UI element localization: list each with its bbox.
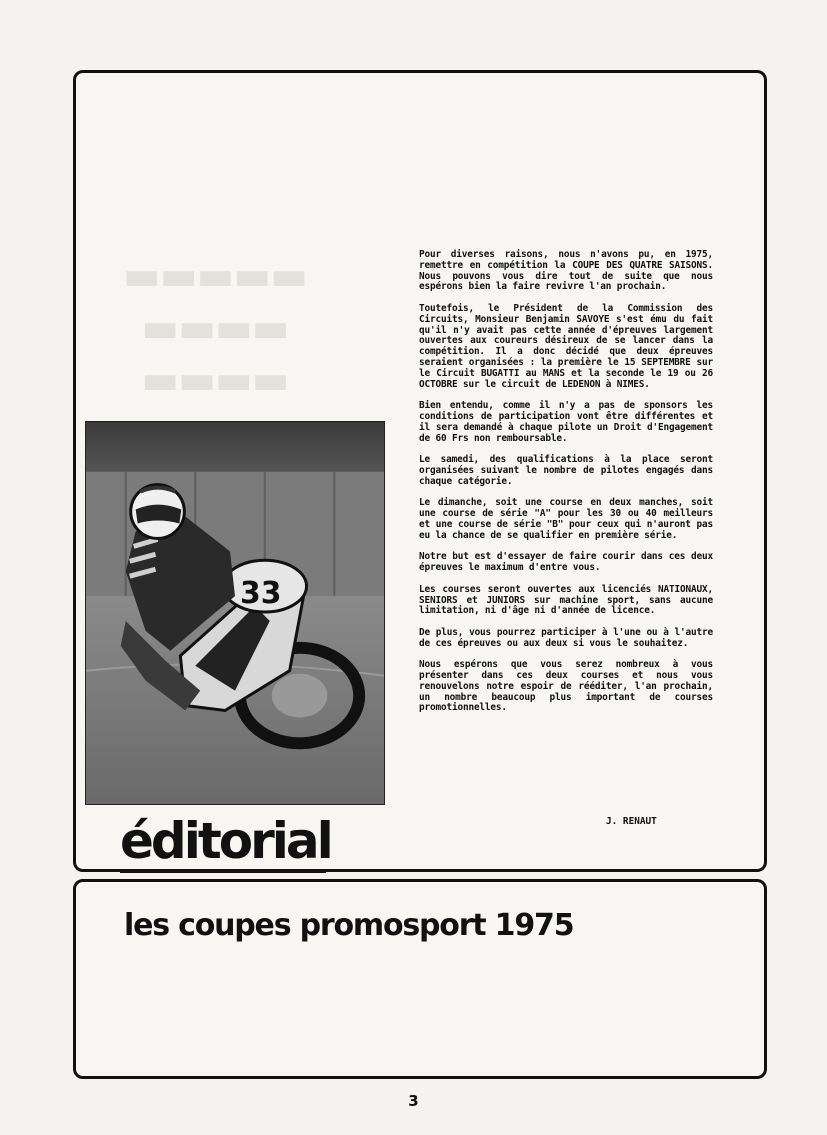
- title-underline: [120, 870, 326, 873]
- paragraph: Bien entendu, comme il n'y a pas de sponsors les conditions de participation vont être différentes et il sera demandé à chaque pilote un Droit d'Engagement de 60 Frs non remboursable.: [419, 400, 713, 444]
- section-title: éditorial: [120, 812, 331, 870]
- paragraph: Pour diverses raisons, nous n'avons pu, en 1975, remettre en compétition la COUPE DES QUATRE SAISONS. Nous pouvons vous dire tout de suite que nous espérons bien la faire revivre l'an prochain.: [419, 249, 713, 293]
- paragraph: Notre but est d'essayer de faire courir dans ces deux épreuves le maximum d'entre vous.: [419, 551, 713, 574]
- paragraph: Nous espérons que vous serez nombreux à vous présenter dans ces deux courses et nous vous renouvelons notre espoir de rééditer, l'an prochain, un nombre beaucoup plus important de courses promotionnelles.: [419, 659, 713, 714]
- page-number: 3: [408, 1092, 419, 1110]
- editorial-body: [419, 250, 713, 725]
- motorcycle-racer-photo: [85, 421, 385, 805]
- race-number: 33: [239, 576, 282, 612]
- article-subtitle: les coupes promosport 1975: [124, 908, 574, 943]
- paragraph: Les courses seront ouvertes aux licenciés NATIONAUX, SENIORS et JUNIORS sur machine sport, sans aucune limitation, ni d'âge ni d'année de licence.: [419, 583, 713, 617]
- signature: J. RENAUT: [606, 816, 657, 827]
- paragraph: Toutefois, le Président de la Commission des Circuits, Monsieur Benjamin SAVOYE s'est ému du fait qu'il n'y avait pas cette année d'épreuves largement ouvertes aux coureurs désireux de se lancer dans la compétition. Il a donc décidé que deux épreuves seraient organisées : la première le 15 SEPTEMBRE sur le Circuit BUGATTI au MANS et la seconde le 19 ou 26 OCTOBRE sur le circuit de LEDENON à NIMES.: [419, 302, 713, 390]
- paragraph: De plus, vous pourrez participer à l'une ou à l'autre de ces épreuves ou aux deux si vous le souhaitez.: [419, 626, 713, 649]
- show-through-text: ▬▬▬▬▬ ▬▬▬▬ ▬▬▬▬: [123, 253, 307, 403]
- paragraph: Le samedi, des qualifications à la place seront organisées suivant le nombre de pilotes engagés dans chaque catégorie.: [419, 454, 713, 487]
- paragraph: Le dimanche, soit une course en deux manches, soit une course de série "A" pour les 30 ou 40 meilleurs et une course de série "B" pour ceux qui n'auront pas eu la chance de se qualifier en première série.: [419, 497, 713, 541]
